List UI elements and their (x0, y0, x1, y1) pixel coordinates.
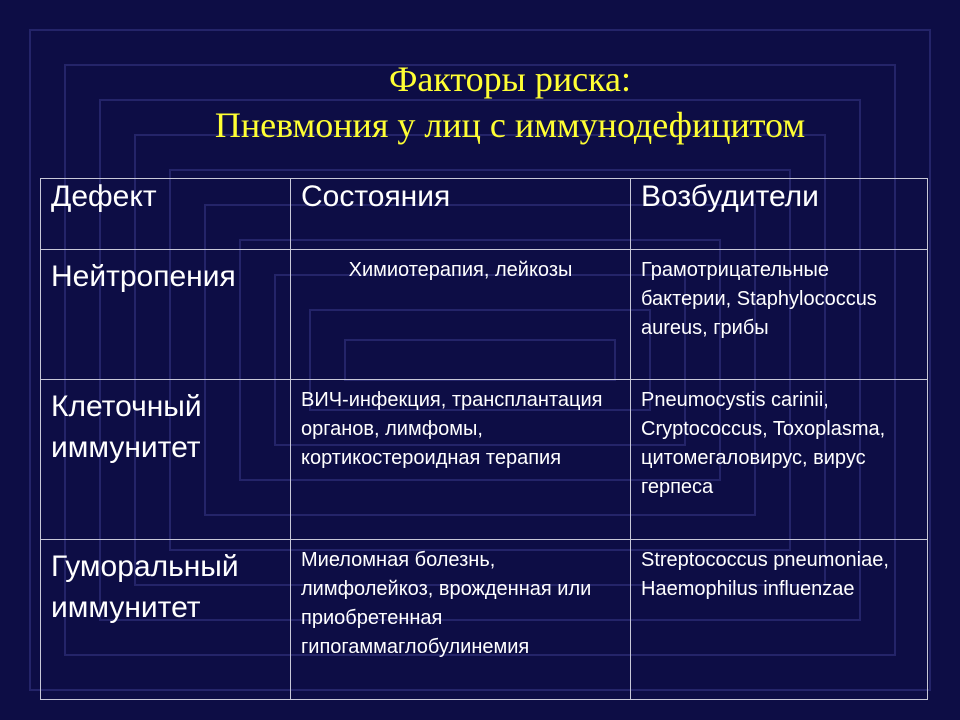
header-label: Состояния (301, 180, 451, 213)
header-label: Дефект (51, 180, 157, 213)
table-row (41, 250, 928, 380)
table-header-row (41, 179, 928, 250)
header-cell-pathogens (631, 179, 928, 250)
defect-cell: Клеточный иммунитет (41, 380, 291, 540)
title-line-1: Факторы риска: (388, 59, 632, 99)
risk-factors-table (40, 178, 928, 700)
title-line-2: Пневмония у лиц с иммунодефицитом (214, 105, 806, 145)
conditions-cell: ВИЧ-инфекция, трансплантация органов, лимфомы, кортикостероидная терапия (291, 380, 631, 540)
table-row (41, 540, 928, 700)
defect-cell: Гуморальный иммунитет (41, 540, 291, 700)
header-cell-defect (41, 179, 291, 250)
header-label: Возбудители (641, 180, 819, 213)
table-row (41, 380, 928, 540)
conditions-cell: Химиотерапия, лейкозы (291, 250, 631, 380)
defect-cell: Нейтропения (41, 250, 291, 380)
slide-title (150, 56, 870, 148)
pathogens-cell: Pneumocystis carinii, Cryptococcus, Toxoplasma, цитомегаловирус, вирус герпеса (631, 380, 928, 540)
pathogens-cell: Грамотрицательные бактерии, Staphylococcus aureus, грибы (631, 250, 928, 380)
pathogens-cell: Streptococcus pneumoniae, Haemophilus influenzae (631, 540, 928, 700)
conditions-cell: Миеломная болезнь, лимфолейкоз, врожденная или приобретенная гипогаммаглобулинемия (291, 540, 631, 700)
header-cell-conditions (291, 179, 631, 250)
